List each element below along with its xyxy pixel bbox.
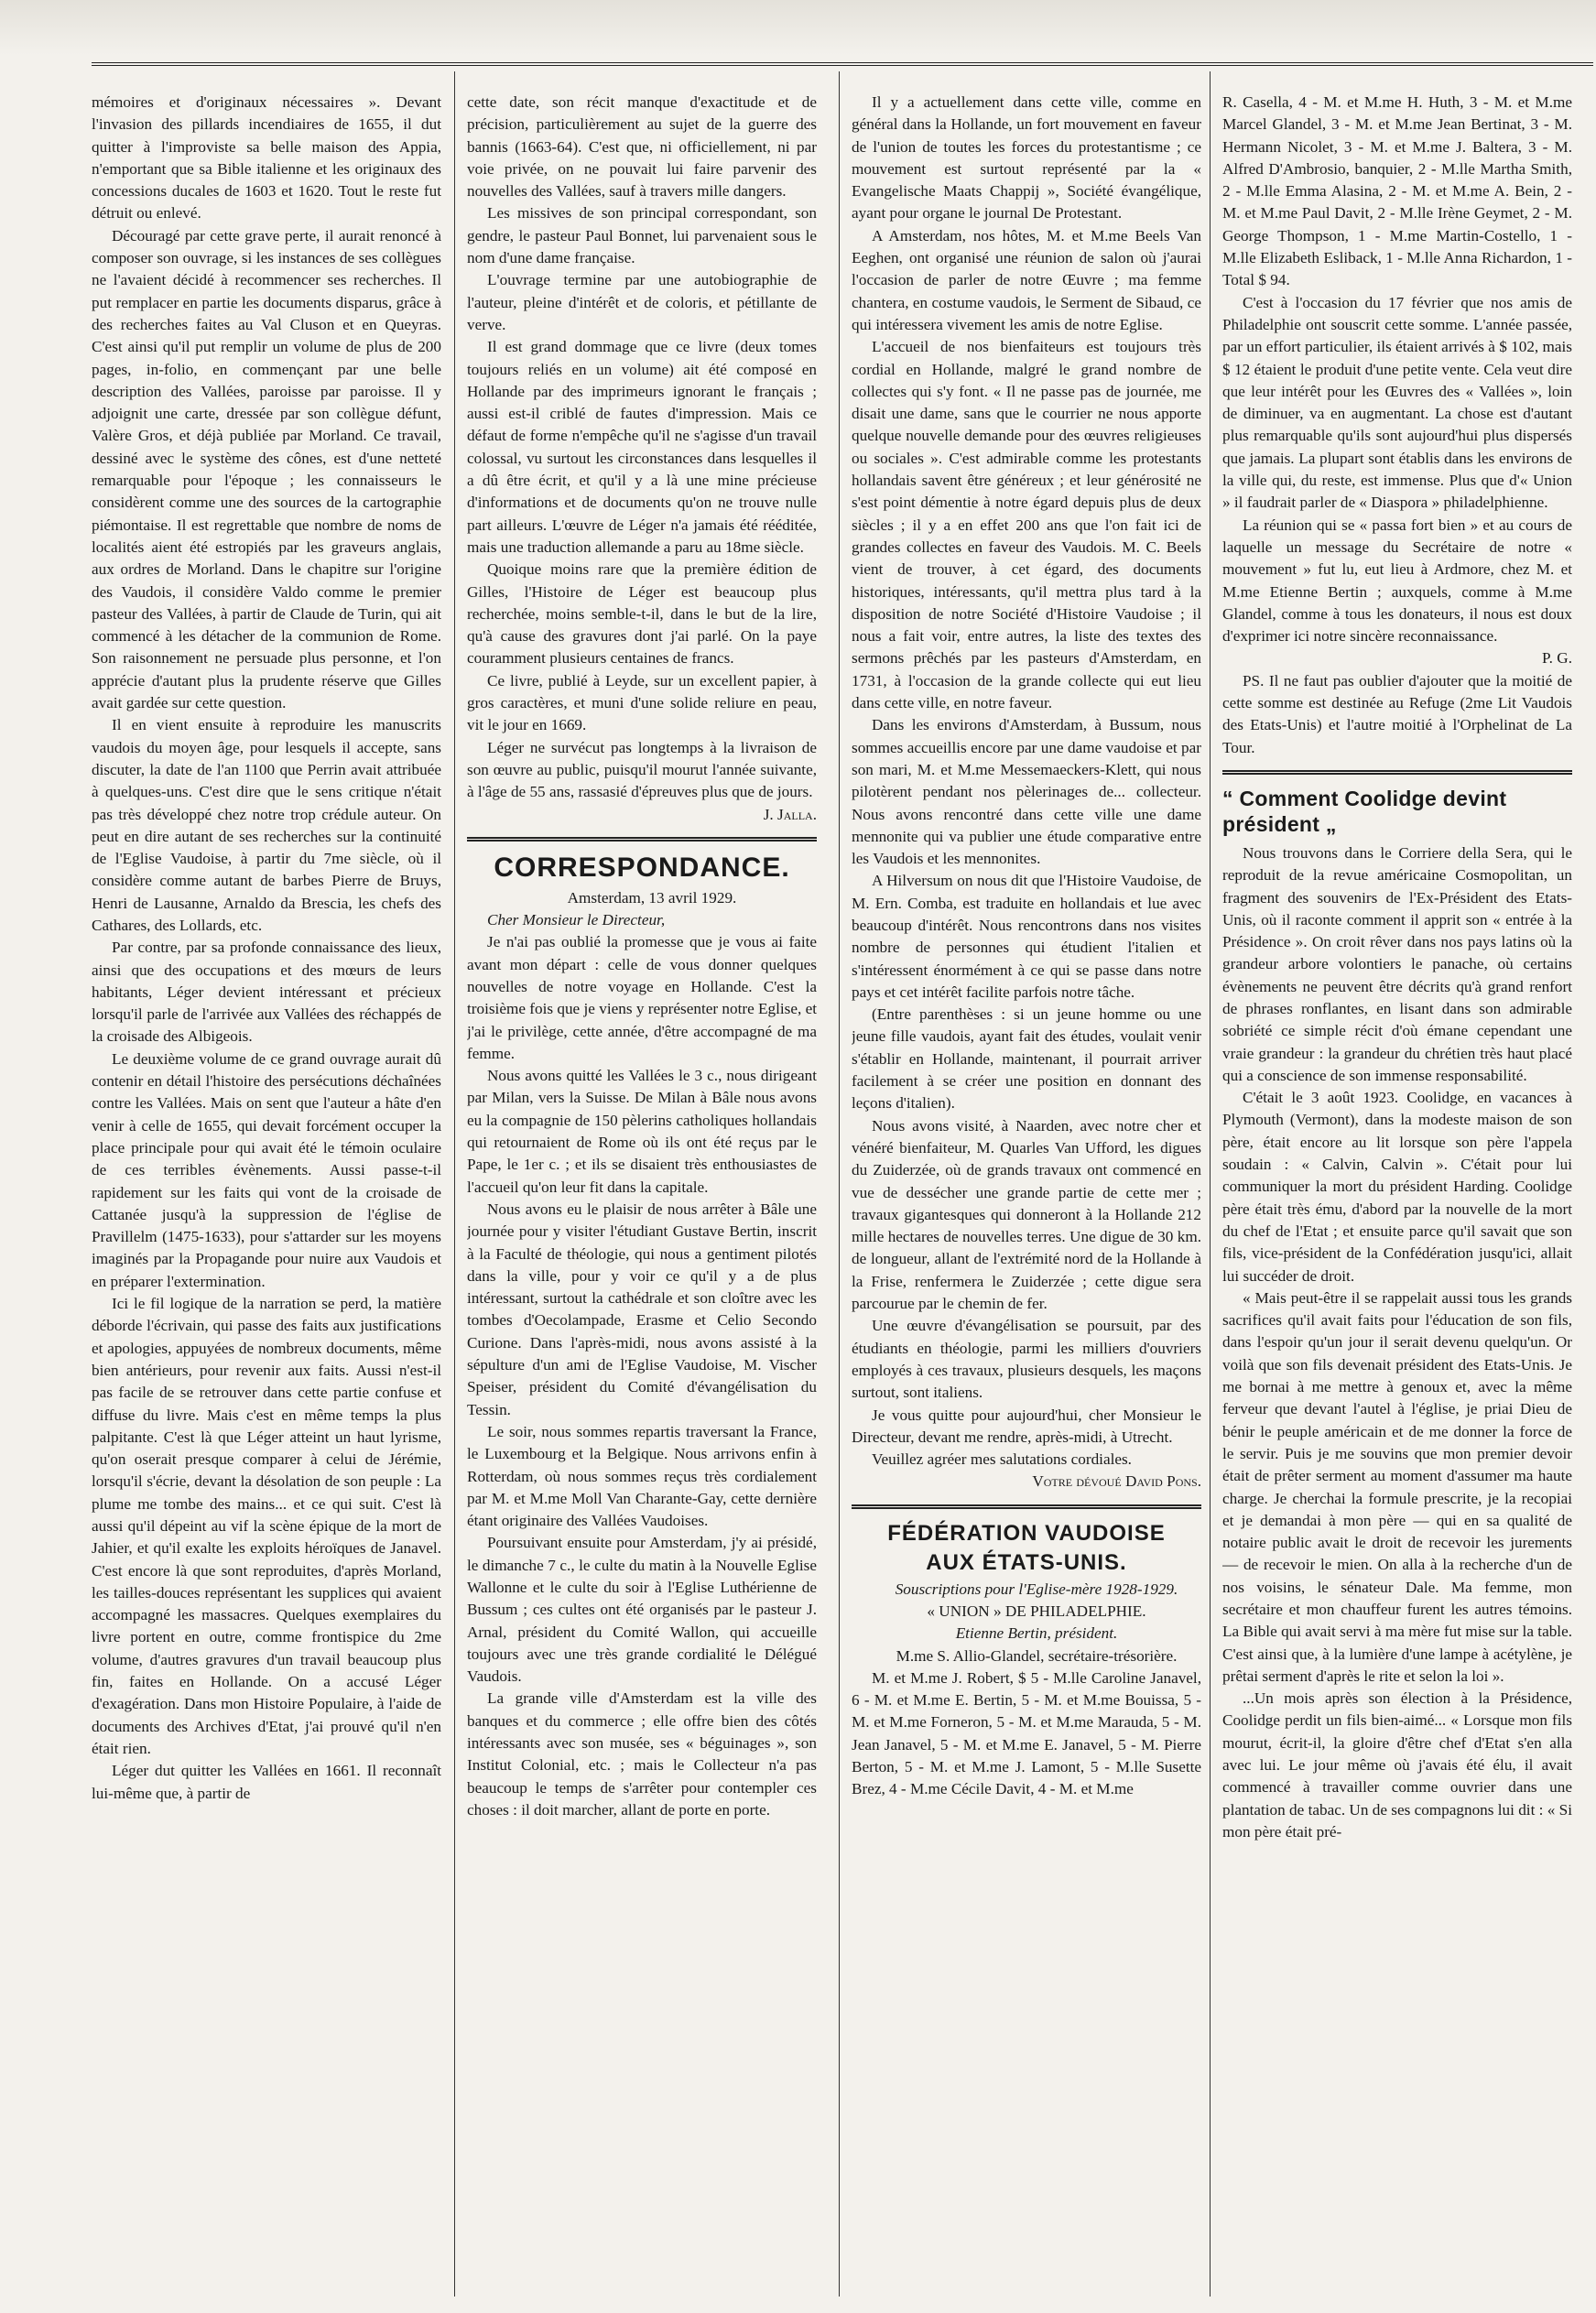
column-1 (92, 92, 441, 2289)
column-divider (839, 71, 840, 2297)
paragraph: Il est grand dommage que ce livre (deux tomes toujours reliés en un volume) ait été composé en Hollande par des imprimeurs ignorant le français ; aussi est-il criblé de fautes d'impression. Mais ce défaut de forme n'empêche qu'il ne s'agisse d'un travail colossal, vu surtout les circonstances dans lesquelles il a dû être écrit, et qu'il y a là une mine précieuse d'informations et de documents qu'on ne trouve nulle part ailleurs. L'œuvre de Léger n'a jamais été rééditée, mais une traduction allemande a paru au 18me siècle. (467, 338, 817, 556)
section-divider (852, 1504, 1201, 1509)
paragraph: Nous trouvons dans le Corriere della Sera, qui le reproduit de la revue américaine Cosmopolitan, un fragment des souvenirs de l'Ex-Président des Etats-Unis, où il raconte comment il apprit son « entrée à la Présidence ». On croit rêver dans nos pays latins où la grandeur arbore volontiers le panache, où certains évènements ne peuvent être décrits qu'à grand renfort de phrases ronflantes, en lisant dans son admirable sobriété ce simple récit d'où émane cependant une vraie grandeur : la grandeur du chrétien très haut placé qui a conscience de son immense responsabilité. (1222, 843, 1572, 1084)
paragraph: L'accueil de nos bienfaiteurs est toujours très cordial en Hollande, malgré le grand nombre de collectes qui s'y font. « Il ne passe pas de journée, me disait une dame, sans que le courrier ne nous apporte quelque nouvelle demande pour des œuvres religieuses ou sociales ». C'est admirable comme les protestants hollandais savent être généreux ; et leur générosité ne s'est point démentie à notre égard depuis plus de deux siècles ; il y a en effet 200 ans que l'on fait ici de grandes collectes en faveur des Vaudois. M. C. Beels vient de trouver, à cet égard, des documents historiques, intéressants, qu'il mettra plus tard à la disposition de notre Société d'Histoire Vaudoise ; il nous a fait voir, entre autres, la liste des textes des sermons prêchés par les pasteurs d'Amsterdam, en 1731, à l'occasion de la grande collecte qui eut lieu dans cette ville, en notre faveur. (852, 338, 1201, 712)
paragraph: Par contre, par sa profonde connaissance des lieux, ainsi que des occupations et des mœurs de leurs habitants, Léger devient intéressant et précieux lorsqu'il parle de l'arrivée aux Vallées des réchappés de la croisade des Albigeois. (92, 939, 441, 1046)
section-divider (467, 837, 817, 842)
paragraph: A Amsterdam, nos hôtes, M. et M.me Beels Van Eeghen, ont organisé une réunion de salon où j'aurai l'occasion de parler de notre Œuvre ; ma femme chantera, en costume vaudois, le Serment de Sibaud, ce qui intéressera vivement les amis de notre Eglise. (852, 226, 1201, 333)
author-signature: Votre dévoué David Pons. (1032, 1472, 1201, 1491)
paragraph: A Hilversum on nous dit que l'Histoire Vaudoise, de M. Ern. Comba, est traduite en hollandais et lue avec beaucoup d'intérêt. Nous rencontrons dans nos visites nombre de personnes qui étudient l'italien et s'intéressent énormément à ce qui se passe dans notre pays et cet intérêt facilite parfois notre tâche. (852, 872, 1201, 1001)
donor-list: M. et M.me J. Robert, $ 5 - M.lle Caroline Janavel, 6 - M. et M.me E. Bertin, 5 - M. et M.me Bouissa, 5 - M. et M.me Forneron, 5 - M. et M.me Marauda, 5 - M. Jean Janavel, 5 - M. et M.me E. Janavel, 5 - M. Pierre Berton, 5 - M. et M.me J. Lamont, 5 - M.lle Susette Brez, 4 - M.me Cécile Davit, 4 - M. et M.me (852, 1668, 1201, 1798)
paragraph: Nous avons visité, à Naarden, avec notre cher et vénéré bienfaiteur, M. Quarles Van Ufford, les digues du Zuiderzée, où de grands travaux ont commencé en vue de dessécher une grande partie de cette mer ; travaux gigantesques qui donneront à la Hollande 212 mille hectares de nouvelles terres. Une digue de 30 km. de longueur, allant de l'extrémité nord de la Hollande à la Frise, renfermera le Zuiderzée ; cette digue sera parcourue par le chemin de fer. (852, 1116, 1201, 1313)
paragraph: mémoires et d'originaux nécessaires ». Devant l'invasion des pillards incendiaires de 1655, il dut quitter à l'improviste sa belle maison des Appia, n'emportant que sa Bible italienne et les originaux des concessions ducales de 1603 et 1620. Tout le reste fut détruit ou enlevé. (92, 93, 441, 223)
paragraph: Dans les environs d'Amsterdam, à Bussum, nous sommes accueillis encore par une dame vaudoise et par son mari, M. et M.me Messemaeckers-Klett, qui nous pilotèrent pendant nos pèlerinages de... collecteur. Nous avons rencontré dans cette ville une dame mennonite qui va publier une étude comparative entre les Vaudois et les mennonites. (852, 716, 1201, 868)
column-4 (1222, 92, 1572, 2289)
column-divider (454, 71, 455, 2297)
author-initials: P. G. (1542, 649, 1572, 668)
author-signature: J. Jalla. (763, 805, 817, 823)
paragraph: Il en vient ensuite à reproduire les manuscrits vaudois du moyen âge, pour lesquels il accepte, sans discuter, la date de l'an 1100 que Perrin avait attribuée à quelques-uns. C'est dire que le sens critique n'était pas très développé chez notre trop crédule auteur. On peut en dire autant de ses recherches sur la continuité de l'Eglise Vaudoise, à partir du 7me siècle, où il considère comme autant de barbes Pierre de Bruys, Henri de Lausanne, Arnaldo da Brescia, les chefs des Cathares, des Lollards, etc. (92, 716, 441, 934)
paragraph: C'était le 3 août 1923. Coolidge, en vacances à Plymouth (Vermont), dans la modeste maison de son père, était encore au lit lorsque son père l'appela soudain : « Calvin, Calvin ». C'était pour lui communiquer la mort du président Harding. Coolidge père était très ému, d'abord par la nouvelle de la mort du chef de l'Etat ; et ensuite parce qu'il savait que son fils, vice-président de la Confédération jusqu'ici, allait lui succéder de droit. (1222, 1089, 1572, 1285)
paragraph: ...Un mois après son élection à la Présidence, Coolidge perdit un fils bien-aimé... « Lorsque mon fils mourut, écrit-il, la gloire d'être chef d'Etat s'en alla avec lui. Le jour même où j'avais été élu, il avait commencé à travailler comme ouvrier dans une plantation de tabac. Un de ses compagnons lui dit : « Si mon père était pré- (1222, 1689, 1572, 1841)
paragraph: Veuillez agréer mes salutations cordiales. (872, 1450, 1132, 1469)
column-divider (1210, 71, 1211, 2297)
paragraph: cette date, son récit manque d'exactitude et de précision, particulièrement au sujet de la guerre des bannis (1663-64). C'est que, ni officiellement, ni par voie privée, on ne pouvait lui faire parvenir des nouvelles des Vallées, sauf à travers mille dangers. (467, 93, 817, 201)
section-title: CORRESPONDANCE. (494, 852, 790, 883)
paragraph: Le soir, nous sommes repartis traversant la France, le Luxembourg et la Belgique. Nous arrivons enfin à Rotterdam, où nous sommes reçus très cordialement par M. et M.me Moll Van Charante-Gay, cette dernière étant originaire des Vallées Vaudoises. (467, 1422, 817, 1530)
president-line: Etienne Bertin, président. (955, 1624, 1118, 1643)
paragraph: (Entre parenthèses : si un jeune homme ou une jeune fille vaudois, ayant fait des études, voulait venir s'établir en Hollande, maintenant, il pourrait arriver facilement à se créer une position en donnant des leçons d'italien). (852, 1005, 1201, 1113)
section-subtitle: Souscriptions pour l'Eglise-mère 1928-1929. (895, 1580, 1178, 1598)
page-top-margin (0, 0, 1596, 55)
paragraph: Je n'ai pas oublié la promesse que je vous ai faite avant mon départ : celle de vous donner quelques nouvelles de notre voyage en Hollande. C'est la troisième fois que je viens y représenter notre Eglise, et j'ai le privilège, cette année, d'être accompagné de ma femme. (467, 933, 817, 1062)
paragraph: Je vous quitte pour aujourd'hui, cher Monsieur le Directeur, devant me rendre, après-midi, à Utrecht. (852, 1406, 1201, 1446)
paragraph: « Mais peut-être il se rappelait aussi tous les grands sacrifices qu'il avait faits pour l'éducation de son fils, dans l'espoir qu'un jour il serait devenu quelqu'un. Or voilà que son fils devenait président des Etats-Unis. Je me bornai à me mettre à genoux et, avec la même ferveur que devant l'autel à l'église, je priai Dieu de bénir le peuple américain et de me donner la force de le servir. Puis je me souvins que mon premier devoir était de prêter serment au moment d'assumer ma haute charge. Je cherchai la formule prescrite, je la recopiai et je demandai à mon père — qui en sa qualité de notaire public avait le droit de recevoir les jurements — de recevoir le mien. On alla à la recherche d'un de nos voisins, le sénateur Dale. Ma femme, mon secrétaire et mon chauffeur furent les autres témoins. La Bible qui avait servi à ma mère fut mise sur la table. C'est ainsi que, à la lumière d'une lampe à acétylène, je prêtai serment d'après le rite et selon la loi ». (1222, 1288, 1572, 1685)
secretary-line: M.me S. Allio-Glandel, secrétaire-trésorière. (896, 1646, 1178, 1665)
column-3 (852, 92, 1201, 2289)
paragraph: L'ouvrage termine par une autobiographie de l'auteur, pleine d'intérêt et de coloris, et pétillante de verve. (467, 271, 817, 333)
paragraph: Quoique moins rare que la première édition de Gilles, l'Histoire de Léger est beaucoup plus recherchée, moins semble-t-il, dans le but de la lire, qu'à cause des gravures dont j'ai parlé. On la paye couramment plusieurs centaines de francs. (467, 560, 817, 668)
header-double-rule (92, 62, 1593, 66)
letter-salutation: Cher Monsieur le Directeur, (487, 911, 666, 929)
paragraph: Les missives de son principal correspondant, son gendre, le pasteur Paul Bonnet, lui parvenaient sous le nom d'une dame française. (467, 204, 817, 267)
paragraph: Le deuxième volume de ce grand ouvrage aurait dû contenir en détail l'histoire des persécutions déchaînées contre les Vallées. Mais on sent que l'auteur a hâte d'en venir à celle de 1655, qui devait forcément occuper la place principale pour qui avait été le témoin oculaire de ces terribles évènements. Aussi passe-t-il rapidement sur les faits qui vont de la croisade de Cattanée jusqu'à la suppression de l'église de Pravillelm (1475-1633), pour s'attarder sur les moyens imaginés par la Propagande pour nuire aux Vaudois et en préparer l'extermination. (92, 1049, 441, 1290)
paragraph: Léger ne survécut pas longtemps à la livraison de son œuvre au public, puisqu'il mourut l'année suivante, à l'âge de 55 ans, rassasié d'épreuves plus que de jours. (467, 738, 817, 801)
paragraph: Il y a actuellement dans cette ville, comme en général dans la Hollande, un fort mouvement en faveur de l'union de toutes les forces du protestantisme ; ce mouvement est surtout représenté par la « Evangelische Maats Chappij », Société évangélique, ayant pour organe le journal De Protestant. (852, 93, 1201, 223)
paragraph: La réunion qui se « passa fort bien » et au cours de laquelle un message du Secrétaire de notre « mouvement » fut lu, eut lieu à Ardmore, chez M. et M.me Etienne Bertin ; auxquels, comme à M.me Glandel, comme à tous les donateurs, il nous est doux d'exprimer ici notre sincère reconnaissance. (1222, 516, 1572, 646)
paragraph: Poursuivant ensuite pour Amsterdam, j'y ai présidé, le dimanche 7 c., le culte du matin à la Nouvelle Eglise Wallonne et le culte du soir à l'Eglise Luthérienne de Bussum ; ces cultes ont été organisés par le pasteur J. Arnal, président du Comité Wallon, qui accueille toujours avec une très grande cordialité le Délégué Vaudois. (467, 1534, 817, 1686)
paragraph: Ici le fil logique de la narration se perd, la matière déborde l'écrivain, qui passe des faits aux justifications et apologies, appuyées de nombreux documents, même bien antérieurs, pour revenir aux faits. Aussi n'est-il pas facile de se retrouver dans cette partie confuse et diffuse du livre. Mais c'est en même temps la plus palpitante. C'est là que Léger atteint un haut lyrisme, qu'on oserait presque comparer à celui de Jérémie, lorsqu'il s'écrie, devant la désolation de son peuple : La plume me tombe des mains... et ce qui suit. C'est là aussi qu'il dépeint au vif la scène épique de la mort de Jahier, et qu'il exalte les exploits héroïques de Janavel. C'est encore là que sont reproduites, d'après Morland, les tailles-douces représentant les supplices qui avaient accompagné les massacres. Quelques exemplaires du livre portent en outre, comme frontispice du 2me volume, d'autres gravures d'un travail beaucoup plus fin, faites en Hollande. On a accusé Léger d'exagération. Dans mon Histoire Populaire, à l'aide de documents des Archives d'Etat, j'ai prouvé qu'il n'en était rien. (92, 1295, 441, 1757)
section-title: FÉDÉRATION VAUDOISE (887, 1520, 1166, 1546)
paragraph: C'est à l'occasion du 17 février que nos amis de Philadelphie ont souscrit cette somme. L'année passée, par un effort particulier, ils étaient arrivés à $ 102, mais $ 12 étaient le produit d'une petite vente. Cela veut dire que leur intérêt pour les Œuvres des « Vallées », loin de diminuer, va en augmentant. La chose est d'autant plus remarquable qu'ils sont aujourd'hui plus dispersés que jamais. La plupart sont établis dans les environs de la ville qui, du reste, est immense. Plus que d'« Union » il faudrait parler de « Diaspora » philadelphienne. (1222, 293, 1572, 512)
paragraph: Ce livre, publié à Leyde, sur un excellent papier, à gros caractères, et muni d'une solide reliure en peau, vit le jour en 1669. (467, 671, 817, 734)
paragraph: Découragé par cette grave perte, il aurait renoncé à composer son ouvrage, si les instances de ses collègues ne l'avaient décidé à recommencer ses recherches. Il put remplacer en partie les documents disparus, grâce à des recherches faites au Val Cluson et en Queyras. C'est ainsi qu'il put remplir un volume de plus de 200 pages, in-folio, en commençant par une belle description des Vallées, paroisse par paroisse. Il y adjoignit une carte, dressée par son collègue défunt, Valère Gros, et déjà publiée par Morland. Ce travail, dessiné avec le système des cônes, est d'une netteté remarquable pour l'époque ; les connaisseurs le considèrent comme une des sources de la cartographie piémontaise. Il est regrettable que nombre de noms de localités aient été estropiés par les graveurs anglais, aux ordres de Morland. Dans le chapitre sur l'origine des Vaudois, il considère Valdo comme le premier pasteur des Vallées, à partir de Claude de Turin, qui ait commencé à les détacher de la communion de Rome. Son raisonnement ne persuade plus personne, et l'on apprécie d'autant plus la prudente réserve que Gilles avait gardée sur cette question. (92, 226, 441, 712)
section-title-line-2: AUX ÉTATS-UNIS. (926, 1549, 1127, 1575)
column-2 (467, 92, 817, 2289)
paragraph: Léger dut quitter les Vallées en 1661. Il reconnaît lui-même que, à partir de (92, 1762, 441, 1802)
paragraph: Nous avons quitté les Vallées le 3 c., nous dirigeant par Milan, vers la Suisse. De Milan à Bâle nous avons eu la compagnie de 150 pèlerins catholiques hollandais qui retournaient de Rome où ils ont été reçus par le Pape, le 1er c. ; et ils se disaient très enthousiastes de l'accueil qu'on leur fit dans la capitale. (467, 1067, 817, 1196)
union-heading: « UNION » DE PHILADELPHIE. (927, 1602, 1146, 1620)
donor-list-continued: R. Casella, 4 - M. et M.me H. Huth, 3 - M. et M.me Marcel Glandel, 3 - M. et M.me Jean Bertinat, 3 - M. Hermann Nicolet, 3 - M. et M.me J. Baltera, 3 - M. Alfred D'Ambrosio, banquier, 2 - M.lle Martha Smith, 2 - M.lle Emma Alasina, 2 - M. et M.me A. Bein, 2 - M. et M.me Paul Davit, 2 - M.lle Irène Geymet, 2 - M. George Thompson, 1 - M.me Martin-Costello, 1 - M.lle Elizabeth Esliback, 1 - M.lle Anna Richardon, 1 - Total $ 94. (1222, 93, 1572, 289)
postscript: PS. Il ne faut pas oublier d'ajouter que la moitié de cette somme est destinée au Refuge (2me Lit Vaudois des Etats-Unis) et l'autre moitié à l'Orphelinat de La Tour. (1222, 671, 1572, 756)
paragraph: La grande ville d'Amsterdam est la ville des banques et du commerce ; elle offre bien des côtés intéressants avec son musée, ses « béguinages », son Institut Colonial, etc. ; mais le Collecteur n'a pas beaucoup le temps de s'arrêter pour contempler ces choses : il doit marcher, allant de porte en porte. (467, 1689, 817, 1819)
paragraph: Nous avons eu le plaisir de nous arrêter à Bâle une journée pour y visiter l'étudiant Gustave Bertin, inscrit à la Faculté de théologie, qui nous a gentiment pilotés dans la ville, pour y voir ce qu'il y a de plus intéressant, surtout la cathédrale et son cloître avec les tombes d'Oecolampade, Erasme et Celio Secondo Curione. Dans l'après-midi, nous avons assisté à la sépulture d'un ami de l'Eglise Vaudoise, M. Vischer Speiser, président du Comité d'évangélisation du Tessin. (467, 1200, 817, 1418)
paragraph: Une œuvre d'évangélisation se poursuit, par des étudiants en théologie, parmi les milliers d'ouvriers employés à ces travaux, plusieurs desquels, les maçons surtout, sont italiens. (852, 1317, 1201, 1402)
section-title: “ Comment Coolidge devint président „ (1222, 786, 1507, 836)
section-divider (1222, 770, 1572, 775)
letter-date: Amsterdam, 13 avril 1929. (567, 888, 737, 907)
